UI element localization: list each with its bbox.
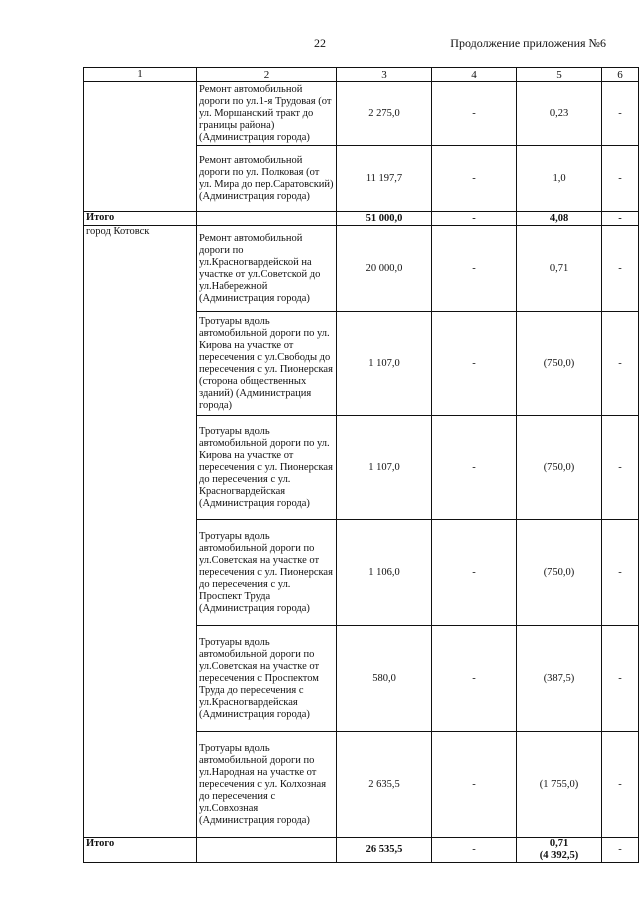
total-row bbox=[84, 212, 639, 226]
col4-cell: - bbox=[432, 226, 517, 312]
description-cell: Тротуары вдоль автомобильной дороги по ул. Кирова на участке от пересечения с ул. Пионерская до пересечения с ул. Красногвардейская (Администрация города) bbox=[197, 416, 337, 520]
total-amount: 51 000,0 bbox=[337, 212, 432, 226]
total-length-value: 0,71 bbox=[549, 838, 569, 849]
length-cell: (750,0) bbox=[517, 416, 602, 520]
length-cell: (387,5) bbox=[517, 626, 602, 732]
amount-cell: 1 107,0 bbox=[337, 312, 432, 416]
total-empty-cell bbox=[197, 838, 337, 863]
column-number: 4 bbox=[432, 68, 517, 82]
amount-cell: 1 106,0 bbox=[337, 520, 432, 626]
length-cell: (1 755,0) bbox=[517, 732, 602, 838]
column-number: 5 bbox=[517, 68, 602, 82]
amount-cell: 11 197,7 bbox=[337, 146, 432, 212]
length-cell: 1,0 bbox=[517, 146, 602, 212]
col4-cell: - bbox=[432, 312, 517, 416]
total-empty-cell bbox=[197, 212, 337, 226]
amount-cell: 2 635,5 bbox=[337, 732, 432, 838]
col4-cell: - bbox=[432, 82, 517, 146]
col6-cell: - bbox=[602, 82, 639, 146]
col4-cell: - bbox=[432, 146, 517, 212]
column-number: 6 bbox=[602, 68, 639, 82]
length-cell: (750,0) bbox=[517, 520, 602, 626]
total-label: Итого bbox=[84, 838, 197, 863]
total-col4: - bbox=[432, 838, 517, 863]
col6-cell: - bbox=[602, 732, 639, 838]
description-cell: Тротуары вдоль автомобильной дороги по ул.Советская на участке от пересечения с Проспектом Труда до пересечения с ул.Красногвардейская (Администрация города) bbox=[197, 626, 337, 732]
description-cell: Ремонт автомобильной дороги по ул.Красногвардейской на участке от ул.Советской до ул.Набережной (Администрация города) bbox=[197, 226, 337, 312]
column-number: 1 bbox=[84, 68, 197, 82]
region-cell bbox=[84, 82, 197, 212]
total-length: 4,08 bbox=[517, 212, 602, 226]
table-row bbox=[84, 82, 639, 146]
continuation-note: Продолжение приложения №6 bbox=[450, 36, 606, 50]
column-number: 3 bbox=[337, 68, 432, 82]
page-number: 22 bbox=[314, 36, 326, 50]
total-length bbox=[517, 838, 602, 863]
col4-cell: - bbox=[432, 732, 517, 838]
length-cell: 0,23 bbox=[517, 82, 602, 146]
total-col6: - bbox=[602, 212, 639, 226]
amount-cell: 2 275,0 bbox=[337, 82, 432, 146]
col4-cell: - bbox=[432, 416, 517, 520]
col6-cell: - bbox=[602, 312, 639, 416]
total-col4: - bbox=[432, 212, 517, 226]
col6-cell: - bbox=[602, 416, 639, 520]
table-row bbox=[84, 226, 639, 312]
total-amount: 26 535,5 bbox=[337, 838, 432, 863]
description-cell: Тротуары вдоль автомобильной дороги по ул. Кирова на участке от пересечения с ул.Свободы до пересечения с ул. Пионерская (сторона общественных зданий) (Администрация города) bbox=[197, 312, 337, 416]
length-cell: (750,0) bbox=[517, 312, 602, 416]
col4-cell: - bbox=[432, 520, 517, 626]
amount-cell: 20 000,0 bbox=[337, 226, 432, 312]
column-number: 2 bbox=[197, 68, 337, 82]
total-label: Итого bbox=[84, 212, 197, 226]
total-sidewalk-value: (4 392,5) bbox=[539, 850, 579, 861]
col6-cell: - bbox=[602, 520, 639, 626]
description-cell: Тротуары вдоль автомобильной дороги по ул.Советская на участке от пересечения с ул. Пионерская до пересечения с ул. Проспект Труда (Администрация города) bbox=[197, 520, 337, 626]
total-row bbox=[84, 838, 639, 863]
description-cell: Ремонт автомобильной дороги по ул.1-я Трудовая (от ул. Моршанский тракт до границы района) (Администрация города) bbox=[197, 82, 337, 146]
region-label: город Котовск bbox=[84, 226, 197, 838]
amount-cell: 1 107,0 bbox=[337, 416, 432, 520]
column-number-row bbox=[84, 68, 639, 82]
appendix-table bbox=[83, 67, 639, 863]
total-col6: - bbox=[602, 838, 639, 863]
col6-cell: - bbox=[602, 226, 639, 312]
amount-cell: 580,0 bbox=[337, 626, 432, 732]
description-cell: Тротуары вдоль автомобильной дороги по ул.Народная на участке от пересечения с ул. Колхозная до пересечения с ул.Совхозная (Администрация города) bbox=[197, 732, 337, 838]
col6-cell: - bbox=[602, 146, 639, 212]
description-cell: Ремонт автомобильной дороги по ул. Полковая (от ул. Мира до пер.Саратовский) (Администрация города) bbox=[197, 146, 337, 212]
length-cell: 0,71 bbox=[517, 226, 602, 312]
col4-cell: - bbox=[432, 626, 517, 732]
col6-cell: - bbox=[602, 626, 639, 732]
